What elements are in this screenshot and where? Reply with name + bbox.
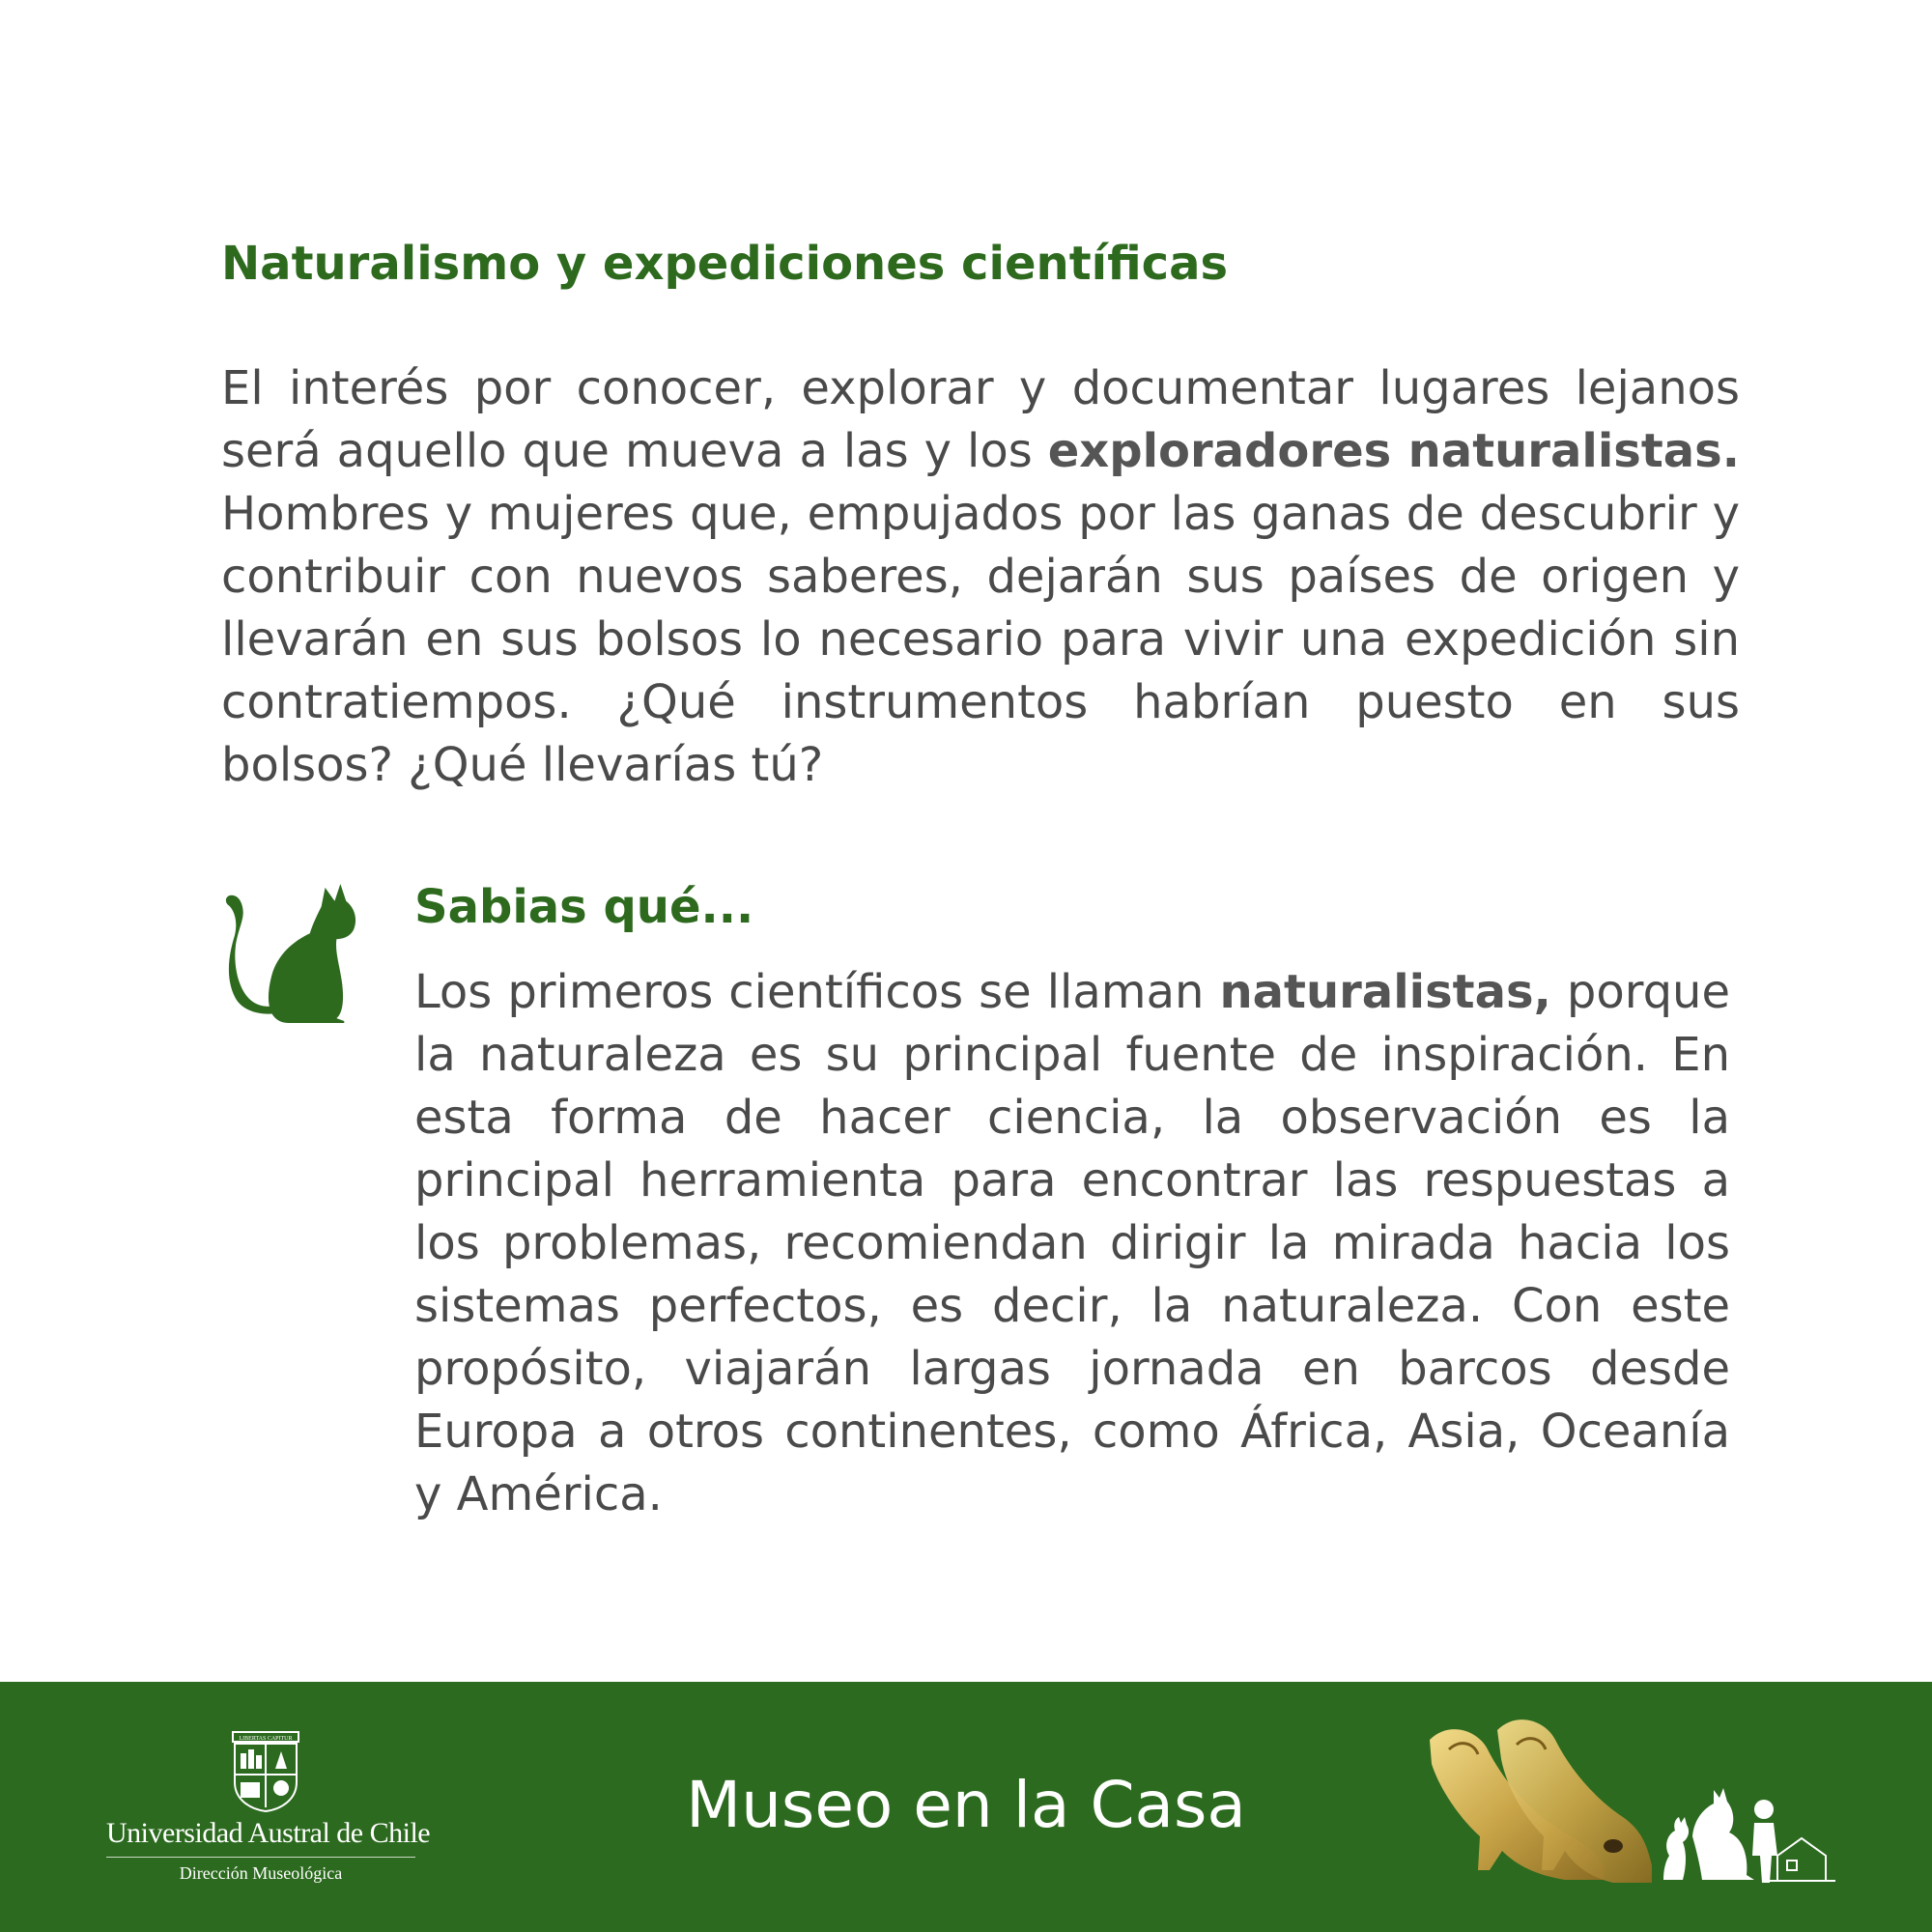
- intro-bold-term: exploradores naturalistas.: [1047, 424, 1740, 478]
- intro-text-end: Hombres y mujeres que, empujados por las ganas de descubrir y contribuir con nuevos saberes, dejarán sus países de origen y llevarán en sus bolsos lo necesario para vivir una expedición sin contratiempos. ¿Qué instrumentos habrían puesto en sus bolsos? ¿Qué llevarías tú?: [221, 487, 1740, 792]
- logo-divider: [106, 1857, 415, 1858]
- fact-bold-term: naturalistas,: [1219, 965, 1551, 1019]
- university-logo: [106, 1730, 431, 1894]
- crest-motto: LIBERTAS CAPITUR: [239, 1736, 293, 1742]
- fact-text-end: porque la naturaleza es su principal fuente de inspiración. En esta forma de hacer ciencia, la observación es la principal herramienta para encontrar las respuestas a los problemas, recomiendan dirigir la mirada hacia los sistemas perfectos, es decir, la naturaleza. Con este propósito, viajarán largas jornada en barcos desde Europa a otros continentes, como África, Asia, Oceanía y América.: [414, 965, 1731, 1521]
- footer-title: Museo en la Casa: [686, 1768, 1246, 1842]
- fact-paragraph: [414, 961, 1730, 1526]
- footer-bar: [0, 1682, 1932, 1932]
- house-icon: [1768, 1838, 1835, 1881]
- university-department: Dirección Museológica: [179, 1863, 343, 1883]
- family-silhouette-icon: [1663, 1788, 1777, 1883]
- fact-text-start: Los primeros científicos se llaman: [414, 965, 1220, 1019]
- golden-shoes-icon: [1430, 1719, 1652, 1883]
- cat-icon: [222, 879, 365, 1024]
- intro-paragraph: [221, 357, 1740, 797]
- museum-illustration: [1420, 1711, 1835, 1914]
- university-name: Universidad Austral de Chile: [106, 1817, 431, 1849]
- fact-title: Sabias qué...: [414, 880, 754, 934]
- university-crest-icon: [227, 1730, 304, 1813]
- intro-text-start: El interés por conocer, explorar y documentar lugares lejanos será aquello que mueva a las y los: [221, 361, 1740, 478]
- page-title: Naturalismo y expediciones científicas: [221, 237, 1229, 291]
